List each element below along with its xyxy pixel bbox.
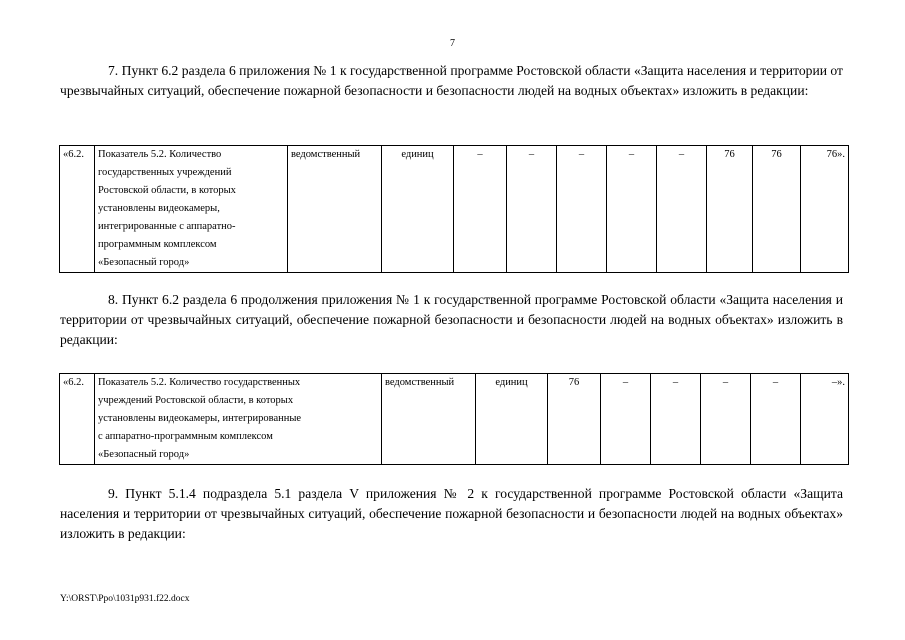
value-cell: –». <box>801 374 849 465</box>
value-cell: 76 <box>548 374 601 465</box>
value-cell: 76 <box>753 146 801 273</box>
indicator-line: Ростовской области, в которых <box>98 185 236 196</box>
indicator-line: «Безопасный город» <box>98 449 190 460</box>
indicator-type: ведомственный <box>382 374 476 465</box>
row-number: «6.2. <box>60 374 95 465</box>
value-cell: – <box>657 146 707 273</box>
table-row <box>60 146 849 273</box>
indicator-table-2 <box>59 373 849 465</box>
value-cell: – <box>701 374 751 465</box>
value-cell: – <box>651 374 701 465</box>
value-cell: 76». <box>801 146 849 273</box>
page-number: 7 <box>450 38 455 49</box>
paragraph-item-7 <box>60 61 843 101</box>
value-cell: 76 <box>707 146 753 273</box>
indicator-line: государственных учреждений <box>98 167 232 178</box>
value-cell: – <box>507 146 557 273</box>
unit-of-measure: единиц <box>382 146 454 273</box>
row-number: «6.2. <box>60 146 95 273</box>
file-path-footer: Y:\ORST\Ppo\1031p931.f22.docx <box>60 594 190 604</box>
paragraph-item-8 <box>60 290 843 350</box>
indicator-line: установлены видеокамеры, интегрированные <box>98 413 302 424</box>
indicator-line: Показатель 5.2. Количество государственных <box>98 377 301 388</box>
indicator-line: учреждений Ростовской области, в которых <box>98 395 294 406</box>
value-cell: – <box>601 374 651 465</box>
indicator-table-1 <box>59 145 849 273</box>
paragraph-text: 8. Пункт 6.2 раздела 6 продолжения приложения № 1 к государственной программе Ростовской области «Защита населения и территории от чрезвычайных ситуаций, обеспечение пожарной безопасности и безопасности людей на водных объектах» изложить в редакции: <box>60 292 843 347</box>
value-cell: – <box>454 146 507 273</box>
table-row <box>60 374 849 465</box>
indicator-type: ведомственный <box>288 146 382 273</box>
value-cell: – <box>607 146 657 273</box>
value-cell: – <box>751 374 801 465</box>
paragraph-text: 9. Пункт 5.1.4 подраздела 5.1 раздела V приложения № 2 к государственной программе Ростовской области «Защита населения и территории от чрезвычайных ситуаций, обеспечение пожарной безопасности и безопасности людей на водных объектах» изложить в редакции: <box>60 486 843 541</box>
indicator-name <box>95 374 382 465</box>
value-cell: – <box>557 146 607 273</box>
paragraph-item-9 <box>60 484 843 544</box>
indicator-line: с аппаратно-программным комплексом <box>98 431 273 442</box>
indicator-line: программным комплексом <box>98 239 217 250</box>
indicator-line: интегрированные с аппаратно- <box>98 221 236 232</box>
paragraph-text: 7. Пункт 6.2 раздела 6 приложения № 1 к государственной программе Ростовской области «Защита населения и территории от чрезвычайных ситуаций, обеспечение пожарной безопасности и безопасности людей на водных объектах» изложить в редакции: <box>60 63 843 98</box>
indicator-line: Показатель 5.2. Количество <box>98 149 222 160</box>
indicator-line: установлены видеокамеры, <box>98 203 220 214</box>
indicator-line: «Безопасный город» <box>98 257 190 268</box>
unit-of-measure: единиц <box>476 374 548 465</box>
indicator-name <box>95 146 288 273</box>
